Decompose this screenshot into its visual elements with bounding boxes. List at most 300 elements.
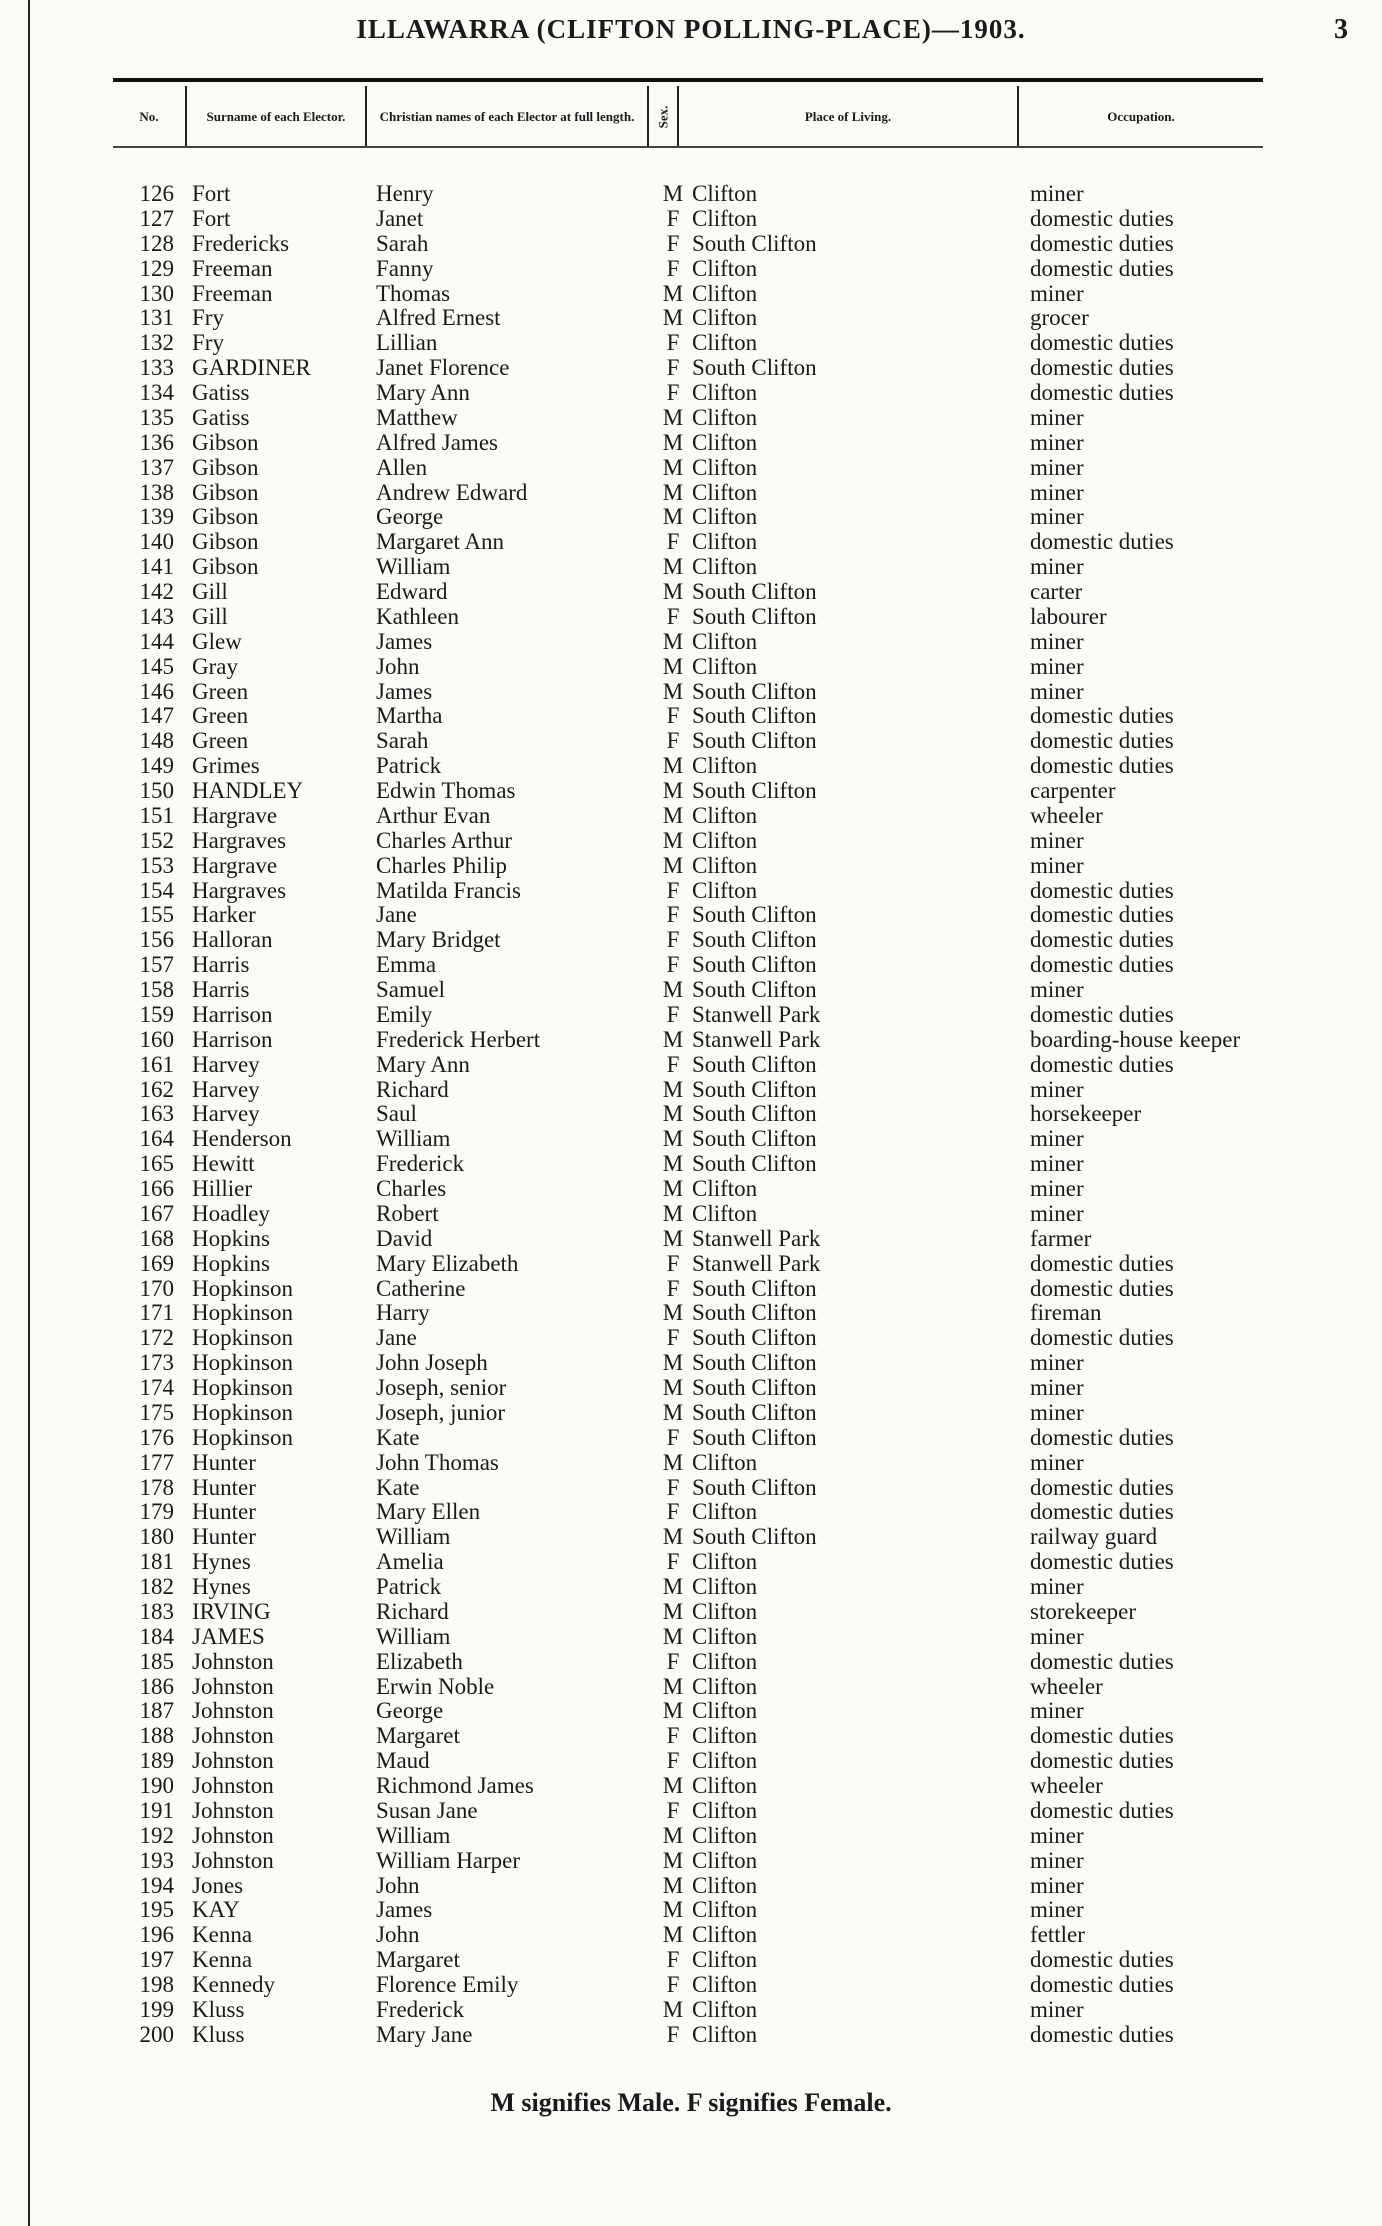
elector-number: 134 <box>139 380 174 405</box>
elector-occupation: domestic duties <box>1030 529 1174 555</box>
table-row <box>0 580 1382 605</box>
elector-christian-names: Sarah <box>376 728 429 754</box>
table-row <box>0 406 1382 431</box>
table-row <box>0 829 1382 854</box>
table-row <box>0 729 1382 754</box>
elector-sex: M <box>662 280 684 306</box>
elector-occupation: carpenter <box>1030 778 1116 803</box>
table-row <box>0 1227 1382 1252</box>
elector-surname: Gray <box>192 653 238 679</box>
elector-place: Clifton <box>692 2021 758 2047</box>
elector-christian-names: Margaret <box>376 1947 460 1973</box>
elector-number: 160 <box>139 1026 174 1052</box>
elector-number: 150 <box>139 778 174 803</box>
elector-sex: M <box>662 504 684 530</box>
elector-occupation: domestic duties <box>1030 230 1174 256</box>
elector-occupation: miner <box>1030 852 1084 878</box>
elector-christian-names: David <box>376 1225 433 1251</box>
elector-christian-names: Mary Ellen <box>376 1499 481 1525</box>
elector-sex: M <box>662 753 684 779</box>
elector-place: Clifton <box>692 802 758 828</box>
elector-christian-names: John Thomas <box>376 1449 499 1475</box>
elector-place: Clifton <box>692 1822 758 1848</box>
elector-occupation: wheeler <box>1030 802 1103 828</box>
elector-number: 197 <box>139 1947 174 1973</box>
elector-surname: Hargrave <box>192 802 278 828</box>
elector-christian-names: Martha <box>376 703 443 729</box>
elector-number: 156 <box>139 927 174 953</box>
elector-christian-names: Mary Elizabeth <box>376 1250 519 1276</box>
elector-sex: M <box>662 1176 684 1201</box>
elector-sex: M <box>662 1350 684 1376</box>
elector-place: Stanwell Park <box>692 1026 821 1052</box>
elector-occupation: miner <box>1030 1897 1084 1923</box>
elector-surname: Hynes <box>192 1574 251 1599</box>
table-row <box>0 1774 1382 1799</box>
elector-sex: M <box>662 429 684 455</box>
elector-sex: M <box>662 1524 684 1550</box>
table-row <box>0 207 1382 232</box>
elector-number: 154 <box>139 877 174 903</box>
elector-surname: Kennedy <box>192 1972 276 1997</box>
elector-occupation: domestic duties <box>1030 205 1174 231</box>
elector-surname: Gatiss <box>192 380 250 405</box>
elector-christian-names: Alfred James <box>376 429 498 455</box>
table-row <box>0 356 1382 381</box>
elector-occupation: domestic duties <box>1030 927 1174 953</box>
elector-sex: M <box>662 181 684 206</box>
table-row <box>0 331 1382 356</box>
elector-number: 162 <box>139 1076 174 1102</box>
table-row <box>0 1426 1382 1451</box>
elector-surname: Henderson <box>192 1126 292 1152</box>
elector-place: South Clifton <box>692 230 817 256</box>
elector-place: South Clifton <box>692 1076 817 1102</box>
elector-surname: Freeman <box>192 255 273 281</box>
elector-surname: Harker <box>192 902 256 928</box>
elector-sex: F <box>666 877 680 903</box>
elector-sex: F <box>666 1972 680 1997</box>
elector-place: South Clifton <box>692 703 817 729</box>
elector-occupation: domestic duties <box>1030 902 1174 928</box>
elector-surname: Hunter <box>192 1474 256 1500</box>
elector-occupation: miner <box>1030 1176 1084 1201</box>
elector-surname: KAY <box>192 1897 240 1923</box>
table-row <box>0 1277 1382 1302</box>
elector-number: 152 <box>139 827 174 853</box>
elector-sex: M <box>662 579 684 604</box>
elector-occupation: miner <box>1030 554 1084 580</box>
elector-christian-names: Frederick Herbert <box>376 1026 541 1052</box>
table-row <box>0 978 1382 1003</box>
elector-surname: Harvey <box>192 1076 260 1102</box>
elector-surname: Hopkinson <box>192 1275 293 1301</box>
elector-surname: Hunter <box>192 1449 256 1475</box>
elector-occupation: domestic duties <box>1030 1648 1174 1674</box>
elector-number: 171 <box>139 1300 174 1326</box>
elector-occupation: domestic duties <box>1030 703 1174 729</box>
elector-surname: Jones <box>192 1872 244 1898</box>
page-number: 3 <box>1334 14 1348 45</box>
elector-occupation: miner <box>1030 1200 1084 1226</box>
elector-sex: F <box>666 230 680 256</box>
elector-surname: JAMES <box>192 1623 265 1649</box>
elector-sex: M <box>662 1449 684 1475</box>
elector-surname: Gill <box>192 603 228 629</box>
elector-occupation: miner <box>1030 678 1084 704</box>
elector-occupation: domestic duties <box>1030 1474 1174 1500</box>
elector-christian-names: Saul <box>376 1101 417 1127</box>
elector-number: 195 <box>139 1897 174 1923</box>
elector-surname: Hillier <box>192 1176 253 1201</box>
elector-sex: F <box>666 529 680 555</box>
elector-place: South Clifton <box>692 1375 817 1400</box>
sex-legend-note: M signifies Male. F signifies Female. <box>490 2088 892 2117</box>
table-row <box>0 1600 1382 1625</box>
elector-christian-names: Mary Jane <box>376 2021 473 2047</box>
table-row <box>0 182 1382 207</box>
elector-number: 136 <box>139 429 174 455</box>
elector-place: Clifton <box>692 1623 758 1649</box>
elector-surname: Freeman <box>192 280 273 306</box>
elector-sex: M <box>662 1872 684 1898</box>
elector-sex: F <box>666 1748 680 1774</box>
table-row <box>0 257 1382 282</box>
elector-place: Clifton <box>692 753 758 779</box>
elector-occupation: horsekeeper <box>1030 1101 1142 1127</box>
elector-place: Clifton <box>692 653 758 679</box>
elector-christian-names: Frederick <box>376 1151 465 1177</box>
elector-surname: Gibson <box>192 529 259 555</box>
elector-christian-names: Richard <box>376 1598 449 1624</box>
elector-occupation: fireman <box>1030 1300 1102 1326</box>
table-row <box>0 1973 1382 1998</box>
elector-sex: F <box>666 728 680 754</box>
elector-surname: Hargraves <box>192 877 287 903</box>
elector-number: 135 <box>139 404 174 430</box>
elector-christian-names: Samuel <box>376 977 445 1002</box>
elector-christian-names: George <box>376 1698 444 1724</box>
elector-number: 191 <box>139 1797 174 1823</box>
elector-number: 151 <box>139 802 174 828</box>
table-row <box>0 1799 1382 1824</box>
elector-occupation: storekeeper <box>1030 1598 1136 1624</box>
elector-place: South Clifton <box>692 1474 817 1500</box>
elector-occupation: miner <box>1030 1076 1084 1102</box>
elector-place: Clifton <box>692 1847 758 1873</box>
elector-sex: M <box>662 1076 684 1102</box>
elector-occupation: domestic duties <box>1030 1001 1174 1027</box>
elector-occupation: domestic duties <box>1030 2021 1174 2047</box>
elector-christian-names: Joseph, senior <box>376 1375 507 1400</box>
elector-christian-names: Alfred Ernest <box>376 305 501 331</box>
column-header-place: Place of Living. <box>804 109 892 124</box>
elector-sex: M <box>662 1375 684 1400</box>
elector-surname: Gibson <box>192 454 259 480</box>
elector-occupation: miner <box>1030 977 1084 1002</box>
elector-occupation: labourer <box>1030 603 1107 629</box>
elector-surname: Fort <box>192 181 231 206</box>
elector-number: 153 <box>139 852 174 878</box>
table-row <box>0 953 1382 978</box>
elector-number: 132 <box>139 330 174 356</box>
elector-place: Clifton <box>692 1449 758 1475</box>
table-row <box>0 804 1382 829</box>
elector-christian-names: John <box>376 1922 420 1948</box>
elector-occupation: boarding-house keeper <box>1030 1026 1241 1052</box>
elector-occupation: miner <box>1030 429 1084 455</box>
elector-number: 192 <box>139 1822 174 1848</box>
elector-number: 187 <box>139 1698 174 1724</box>
elector-christian-names: Margaret Ann <box>376 529 504 555</box>
table-row <box>0 1849 1382 1874</box>
elector-sex: M <box>662 1673 684 1699</box>
elector-number: 169 <box>139 1250 174 1276</box>
elector-christian-names: Kate <box>376 1424 420 1450</box>
table-row <box>0 1053 1382 1078</box>
elector-place: Clifton <box>692 827 758 853</box>
elector-sex: F <box>666 1549 680 1575</box>
elector-surname: Gibson <box>192 554 259 580</box>
elector-place: Stanwell Park <box>692 1225 821 1251</box>
table-row <box>0 1326 1382 1351</box>
elector-place: Clifton <box>692 1698 758 1724</box>
elector-christian-names: Patrick <box>376 1574 442 1599</box>
elector-surname: Johnston <box>192 1673 274 1699</box>
table-row <box>0 1500 1382 1525</box>
table-row <box>0 1525 1382 1550</box>
elector-christian-names: William <box>376 1822 451 1848</box>
table-row <box>0 1898 1382 1923</box>
elector-sex: M <box>662 1101 684 1127</box>
elector-place: Clifton <box>692 404 758 430</box>
elector-sex: M <box>662 802 684 828</box>
elector-number: 145 <box>139 653 174 679</box>
elector-occupation: miner <box>1030 628 1084 654</box>
elector-surname: Harvey <box>192 1101 260 1127</box>
elector-occupation: miner <box>1030 1350 1084 1376</box>
elector-place: Clifton <box>692 380 758 405</box>
elector-place: South Clifton <box>692 1350 817 1376</box>
elector-sex: M <box>662 653 684 679</box>
elector-number: 130 <box>139 280 174 306</box>
elector-place: Clifton <box>692 205 758 231</box>
elector-surname: HANDLEY <box>192 778 304 803</box>
elector-place: Clifton <box>692 1176 758 1201</box>
elector-occupation: fettler <box>1030 1922 1085 1948</box>
elector-occupation: domestic duties <box>1030 1549 1174 1575</box>
elector-christian-names: Maud <box>376 1748 430 1774</box>
elector-christian-names: Frederick <box>376 1996 465 2022</box>
column-header-occupation: Occupation. <box>1107 109 1175 124</box>
elector-occupation: domestic duties <box>1030 753 1174 779</box>
elector-occupation: miner <box>1030 1375 1084 1400</box>
elector-occupation: domestic duties <box>1030 380 1174 405</box>
elector-number: 173 <box>139 1350 174 1376</box>
elector-christian-names: Janet Florence <box>376 355 510 381</box>
elector-place: South Clifton <box>692 927 817 953</box>
elector-surname: Gatiss <box>192 404 250 430</box>
elector-sex: F <box>666 380 680 405</box>
elector-occupation: miner <box>1030 653 1084 679</box>
elector-surname: Green <box>192 728 249 754</box>
elector-place: South Clifton <box>692 1399 817 1425</box>
header-bottom-rule <box>113 146 1263 148</box>
table-row <box>0 1078 1382 1103</box>
elector-sex: M <box>662 554 684 580</box>
elector-sex: F <box>666 1474 680 1500</box>
elector-place: South Clifton <box>692 778 817 803</box>
elector-number: 141 <box>139 554 174 580</box>
elector-place: South Clifton <box>692 728 817 754</box>
elector-christian-names: Mary Bridget <box>376 927 501 953</box>
elector-occupation: domestic duties <box>1030 728 1174 754</box>
elector-surname: Hargrave <box>192 852 278 878</box>
elector-place: South Clifton <box>692 1524 817 1550</box>
elector-christian-names: Jane <box>376 1325 417 1351</box>
elector-sex: M <box>662 1623 684 1649</box>
table-row <box>0 1575 1382 1600</box>
elector-occupation: wheeler <box>1030 1773 1103 1798</box>
column-header-no: No. <box>139 109 159 124</box>
elector-place: Clifton <box>692 1748 758 1774</box>
elector-number: 166 <box>139 1176 174 1201</box>
elector-sex: M <box>662 454 684 480</box>
table-row <box>0 1127 1382 1152</box>
elector-christian-names: Emily <box>376 1001 433 1027</box>
elector-surname: Hunter <box>192 1499 256 1525</box>
elector-number: 138 <box>139 479 174 505</box>
elector-surname: Hargraves <box>192 827 287 853</box>
elector-number: 155 <box>139 902 174 928</box>
elector-surname: Kluss <box>192 2021 245 2047</box>
elector-surname: Fredericks <box>192 230 290 256</box>
elector-number: 179 <box>139 1499 174 1525</box>
elector-sex: M <box>662 1698 684 1724</box>
elector-sex: M <box>662 1773 684 1798</box>
elector-occupation: miner <box>1030 1847 1084 1873</box>
elector-sex: F <box>666 603 680 629</box>
table-row <box>0 704 1382 729</box>
table-row <box>0 1650 1382 1675</box>
elector-sex: F <box>666 1275 680 1301</box>
elector-number: 131 <box>139 305 174 331</box>
elector-place: South Clifton <box>692 1300 817 1326</box>
elector-place: Stanwell Park <box>692 1001 821 1027</box>
table-row <box>0 1625 1382 1650</box>
table-row <box>0 555 1382 580</box>
elector-place: South Clifton <box>692 603 817 629</box>
elector-place: South Clifton <box>692 952 817 978</box>
elector-surname: Harris <box>192 977 250 1002</box>
elector-number: 147 <box>139 703 174 729</box>
elector-occupation: railway guard <box>1030 1524 1158 1550</box>
table-row <box>0 630 1382 655</box>
elector-christian-names: Thomas <box>376 280 451 306</box>
table-row <box>0 1401 1382 1426</box>
elector-occupation: domestic duties <box>1030 1275 1174 1301</box>
elector-sex: F <box>666 902 680 928</box>
elector-place: Clifton <box>692 1723 758 1749</box>
elector-christian-names: John Joseph <box>376 1350 488 1376</box>
elector-christian-names: Harry <box>376 1300 430 1326</box>
elector-christian-names: Margaret <box>376 1723 460 1749</box>
elector-sex: F <box>666 1424 680 1450</box>
elector-christian-names: Mary Ann <box>376 380 470 405</box>
elector-surname: Harrison <box>192 1001 273 1027</box>
page-title: ILLAWARRA (CLIFTON POLLING-PLACE)—1903. <box>356 14 1026 44</box>
elector-place: Clifton <box>692 305 758 331</box>
elector-sex: F <box>666 1947 680 1973</box>
elector-sex: M <box>662 1822 684 1848</box>
elector-surname: Kenna <box>192 1947 253 1973</box>
table-row <box>0 232 1382 257</box>
elector-occupation: domestic duties <box>1030 1797 1174 1823</box>
column-header-sex: Sex. <box>655 105 670 129</box>
elector-occupation: domestic duties <box>1030 355 1174 381</box>
elector-surname: Green <box>192 678 249 704</box>
elector-place: South Clifton <box>692 1325 817 1351</box>
elector-place: Clifton <box>692 330 758 356</box>
elector-christian-names: Mary Ann <box>376 1051 470 1077</box>
elector-surname: Johnston <box>192 1648 274 1674</box>
elector-place: South Clifton <box>692 1151 817 1177</box>
elector-number: 184 <box>139 1623 174 1649</box>
elector-place: South Clifton <box>692 1101 817 1127</box>
elector-christian-names: Arthur Evan <box>376 802 491 828</box>
table-row <box>0 530 1382 555</box>
elector-surname: Hopkinson <box>192 1325 293 1351</box>
elector-place: Clifton <box>692 504 758 530</box>
elector-christian-names: Erwin Noble <box>376 1673 495 1699</box>
elector-occupation: miner <box>1030 404 1084 430</box>
elector-christian-names: Richmond James <box>376 1773 534 1798</box>
table-row <box>0 1724 1382 1749</box>
elector-number: 172 <box>139 1325 174 1351</box>
elector-sex: M <box>662 977 684 1002</box>
elector-sex: M <box>662 852 684 878</box>
elector-christian-names: Allen <box>376 454 428 480</box>
elector-occupation: domestic duties <box>1030 1424 1174 1450</box>
elector-christian-names: Emma <box>376 952 437 978</box>
elector-sex: F <box>666 1250 680 1276</box>
table-row <box>0 680 1382 705</box>
elector-place: Clifton <box>692 181 758 206</box>
elector-sex: F <box>666 255 680 281</box>
elector-christian-names: Sarah <box>376 230 429 256</box>
elector-sex: M <box>662 1300 684 1326</box>
elector-christian-names: Matthew <box>376 404 458 430</box>
elector-number: 170 <box>139 1275 174 1301</box>
elector-number: 168 <box>139 1225 174 1251</box>
elector-place: Clifton <box>692 1972 758 1997</box>
elector-occupation: miner <box>1030 1151 1084 1177</box>
elector-occupation: domestic duties <box>1030 1972 1174 1997</box>
elector-number: 199 <box>139 1996 174 2022</box>
elector-surname: Gill <box>192 579 228 604</box>
elector-christian-names: Florence Emily <box>376 1972 519 1997</box>
elector-surname: Hunter <box>192 1524 256 1550</box>
elector-occupation: domestic duties <box>1030 877 1174 903</box>
elector-occupation: domestic duties <box>1030 1723 1174 1749</box>
table-row <box>0 605 1382 630</box>
elector-surname: Kluss <box>192 1996 245 2022</box>
elector-surname: GARDINER <box>192 355 311 381</box>
table-row <box>0 1102 1382 1127</box>
elector-occupation: miner <box>1030 1698 1084 1724</box>
elector-place: Clifton <box>692 1947 758 1973</box>
table-row <box>0 1301 1382 1326</box>
